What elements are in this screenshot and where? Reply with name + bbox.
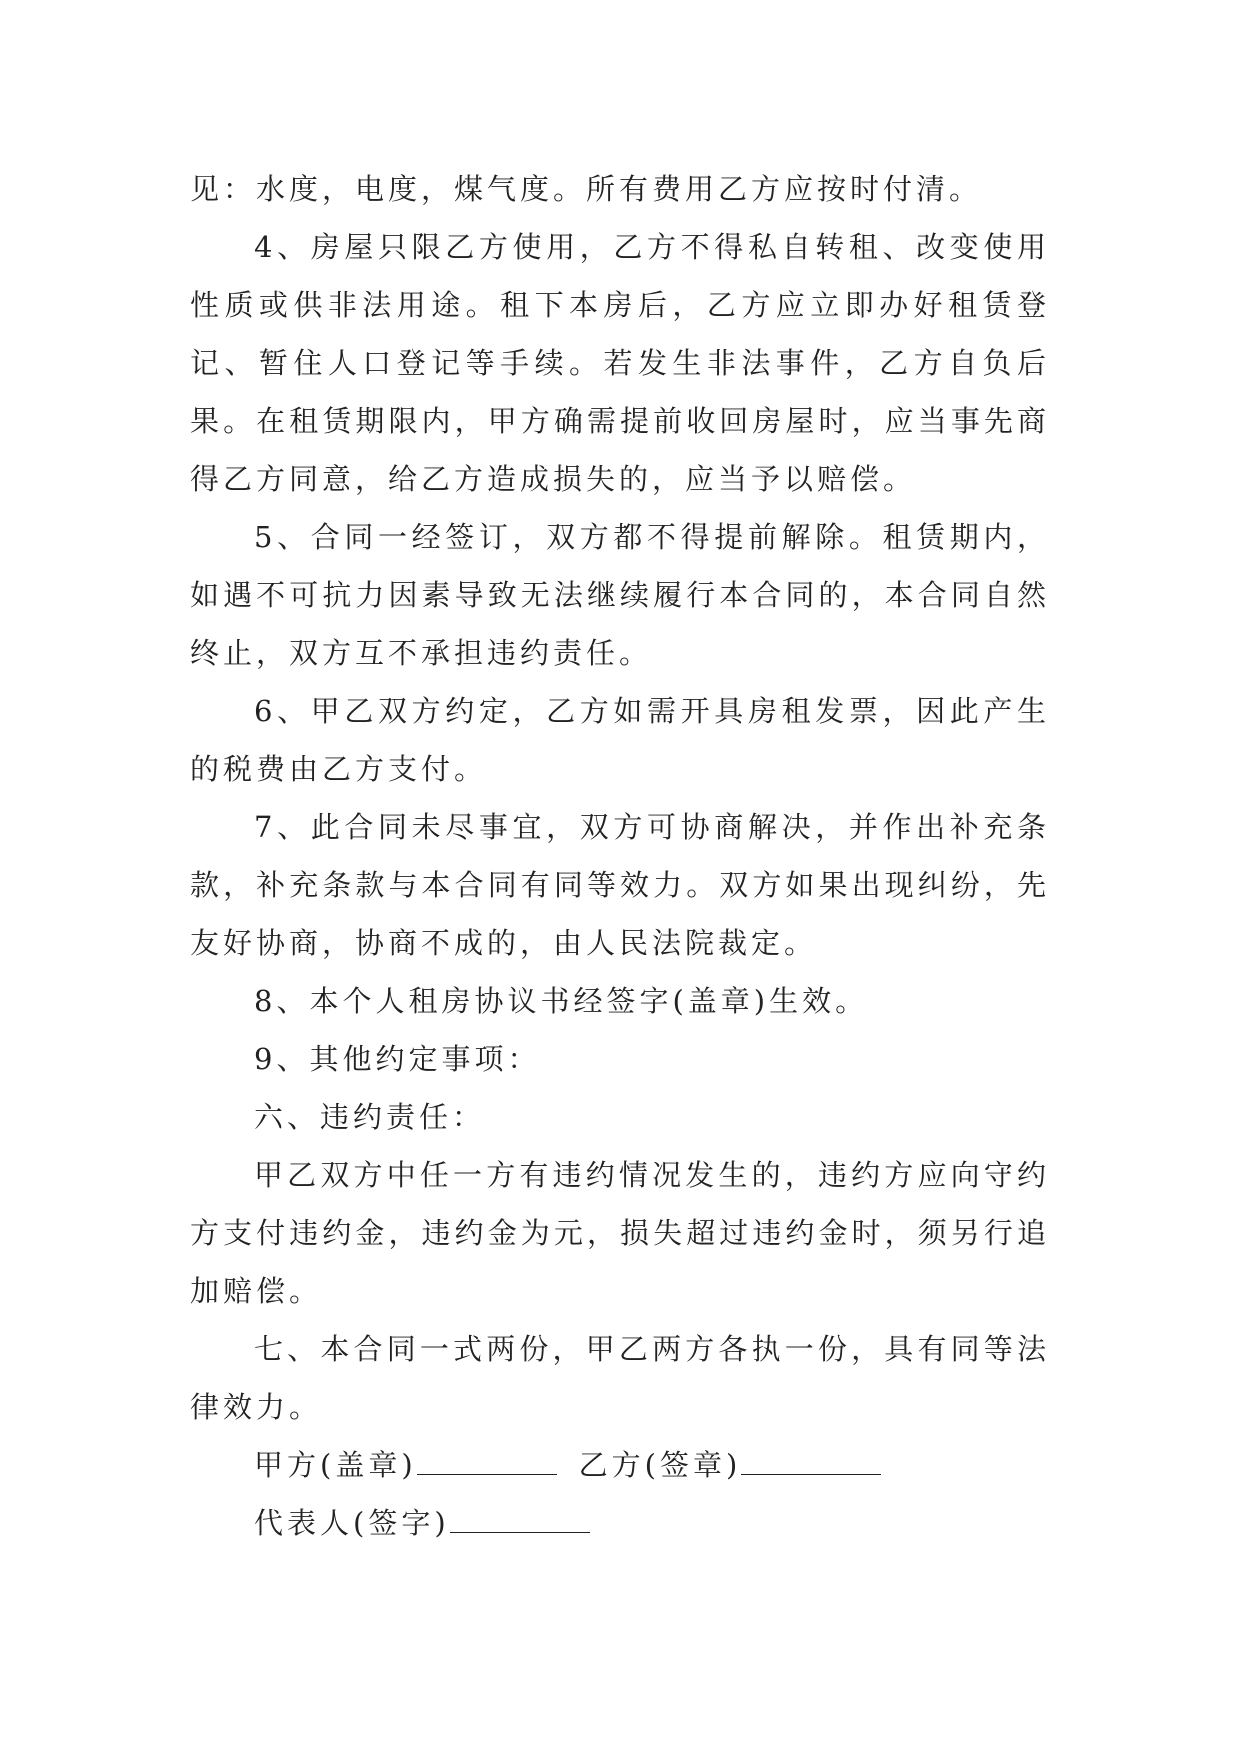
paragraph-clause-6: 6、甲乙双方约定，乙方如需开具房租发票，因此产生的税费由乙方支付。 [190, 694, 1050, 786]
paragraph-clause-7: 7、此合同未尽事宜，双方可协商解决，并作出补充条款，补充条款与本合同有同等效力。双方如果出现纠纷，先友好协商，协商不成的，由人民法院裁定。 [190, 810, 1050, 960]
party-b-label: 乙方(签章) [578, 1448, 742, 1482]
signature-row-parties [190, 1436, 1050, 1494]
paragraph-clause-8: 8、本个人租房协议书经签字(盖章)生效。 [254, 984, 869, 1018]
paragraph-clause-4: 4、房屋只限乙方使用，乙方不得私自转租、改变使用性质或供非法用途。租下本房后，乙方应立即办好租赁登记、暂住人口登记等手续。若发生非法事件，乙方自负后果。在租赁期限内，甲方确需提前收回房屋时，应当事先商得乙方同意，给乙方造成损失的，应当予以赔偿。 [190, 230, 1050, 496]
representative-label: 代表人(签字) [254, 1506, 450, 1540]
party-b-signature-blank [741, 1452, 881, 1475]
paragraph-copies: 七、本合同一式两份，甲乙两方各执一份，具有同等法律效力。 [190, 1332, 1050, 1424]
party-a-signature-blank [417, 1452, 557, 1475]
representative-signature-blank [450, 1510, 590, 1533]
paragraph-breach-liability: 甲乙双方中任一方有违约情况发生的，违约方应向守约方支付违约金，违约金为元，损失超过违约金时，须另行追加赔偿。 [190, 1158, 1050, 1308]
document-page [190, 160, 1050, 1552]
paragraph-utilities: 见：水度，电度，煤气度。所有费用乙方应按时付清。 [190, 172, 983, 206]
paragraph-clause-9: 9、其他约定事项： [254, 1042, 541, 1076]
signature-row-representative [190, 1494, 1050, 1552]
paragraph-clause-5: 5、合同一经签订，双方都不得提前解除。租赁期内，如遇不可抗力因素导致无法继续履行本合同的，本合同自然终止，双方互不承担违约责任。 [190, 520, 1050, 670]
section-heading-breach: 六、违约责任： [254, 1100, 486, 1134]
party-a-label: 甲方(盖章) [254, 1448, 417, 1482]
